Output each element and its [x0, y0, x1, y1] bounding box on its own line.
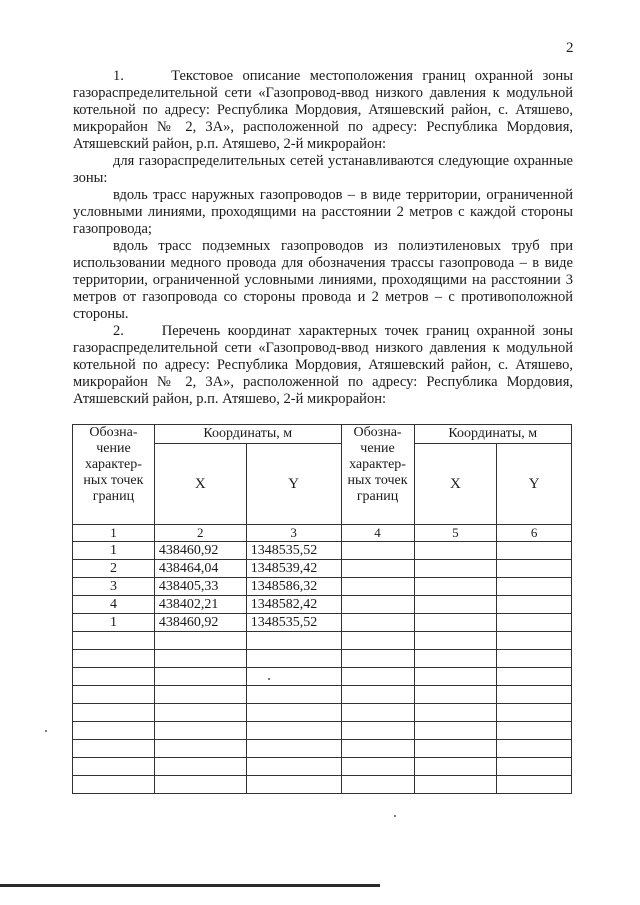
x-cell: 438402,21 — [154, 596, 246, 614]
empty-cell — [497, 596, 572, 614]
empty-table-row — [73, 776, 572, 794]
header-point-designation: Обозна-чение характер-ных точек границ — [73, 425, 155, 525]
empty-table-row — [73, 650, 572, 668]
empty-table-row — [73, 686, 572, 704]
point-cell: 2 — [73, 560, 155, 578]
column-number: 6 — [497, 525, 572, 542]
header-y-right: Y — [497, 444, 572, 525]
point-cell: 3 — [73, 578, 155, 596]
table-row — [73, 542, 572, 560]
empty-cell — [341, 596, 414, 614]
header-point-designation-right: Обозна-чение характер-ных точек границ — [341, 425, 414, 525]
empty-cell — [497, 578, 572, 596]
column-number: 4 — [341, 525, 414, 542]
paragraph-2-coordinates-intro: 2. Перечень координат характерных точек границ охранной зоны газораспределительной сети «Газопровод-ввод низкого давления к модульной котельной по адресу: Республика Мордовия, Атяшевский район, с. Атяшево, микрорайон № 2, 3А», расположенной по адресу: Республика Мордовия, Атяшевский район, р.п. Атяшево, 2-й микрорайон: — [73, 323, 573, 407]
paragraph-1-description: 1. Текстовое описание местоположения границ охранной зоны газораспределительной сети «Газопровод-ввод низкого давления к модульной котельной по адресу: Республика Мордовия, Атяшевский район, с. Атяшево, микрорайон № 2, 3А», расположенной по адресу: Республика Мордовия, Атяшевский район, р.п. Атяшево, 2-й микрорайон: — [73, 68, 573, 152]
paragraph-outdoor-pipelines: вдоль трасс наружных газопроводов – в виде территории, ограниченной условными линиями, проходящими на расстоянии 2 метров с каждой стороны газопровода; — [73, 187, 573, 237]
empty-cell — [414, 560, 497, 578]
column-number: 3 — [246, 525, 341, 542]
empty-cell — [341, 578, 414, 596]
header-y-left: Y — [246, 444, 341, 525]
empty-table-row — [73, 668, 572, 686]
empty-cell — [497, 542, 572, 560]
x-cell: 438460,92 — [154, 614, 246, 632]
y-cell: 1348586,32 — [246, 578, 341, 596]
empty-cell — [341, 614, 414, 632]
empty-table-row — [73, 632, 572, 650]
point-cell: 4 — [73, 596, 155, 614]
page-number: 2 — [566, 40, 574, 56]
empty-cell — [414, 614, 497, 632]
header-coordinates-right: Координаты, м — [414, 425, 572, 444]
x-cell: 438460,92 — [154, 542, 246, 560]
document-text — [73, 68, 573, 408]
empty-table-row — [73, 740, 572, 758]
scan-edge-line — [0, 884, 380, 887]
empty-cell — [414, 578, 497, 596]
column-number: 1 — [73, 525, 155, 542]
y-cell: 1348535,52 — [246, 542, 341, 560]
y-cell: 1348535,52 — [246, 614, 341, 632]
coordinates-table — [72, 424, 572, 794]
empty-cell — [341, 560, 414, 578]
paragraph-underground-pipelines: вдоль трасс подземных газопроводов из полиэтиленовых труб при использовании медного провода для обозначения трассы газопровода – в виде территории, ограниченной условными линиями, проходящими на расстоянии 3 метров от газопровода со стороны провода и 2 метров – с противоположной стороны. — [73, 238, 573, 322]
header-x-left: X — [154, 444, 246, 525]
empty-table-row — [73, 722, 572, 740]
column-number-row — [73, 525, 572, 542]
empty-cell — [497, 560, 572, 578]
empty-cell — [497, 614, 572, 632]
empty-cell — [341, 542, 414, 560]
scan-speck — [394, 815, 396, 817]
x-cell: 438464,04 — [154, 560, 246, 578]
empty-cell — [414, 596, 497, 614]
y-cell: 1348539,42 — [246, 560, 341, 578]
table-row — [73, 578, 572, 596]
point-cell: 1 — [73, 614, 155, 632]
table-row — [73, 596, 572, 614]
empty-table-row — [73, 704, 572, 722]
empty-cell — [414, 542, 497, 560]
point-cell: 1 — [73, 542, 155, 560]
empty-table-row — [73, 758, 572, 776]
header-x-right: X — [414, 444, 497, 525]
header-coordinates-left: Координаты, м — [154, 425, 341, 444]
table-row — [73, 560, 572, 578]
scan-speck — [45, 730, 47, 732]
table-row — [73, 614, 572, 632]
paragraph-zones-intro: для газораспределительных сетей устанавливаются следующие охранные зоны: — [73, 153, 573, 186]
column-number: 2 — [154, 525, 246, 542]
x-cell: 438405,33 — [154, 578, 246, 596]
column-number: 5 — [414, 525, 497, 542]
scan-speck — [268, 678, 270, 680]
y-cell: 1348582,42 — [246, 596, 341, 614]
